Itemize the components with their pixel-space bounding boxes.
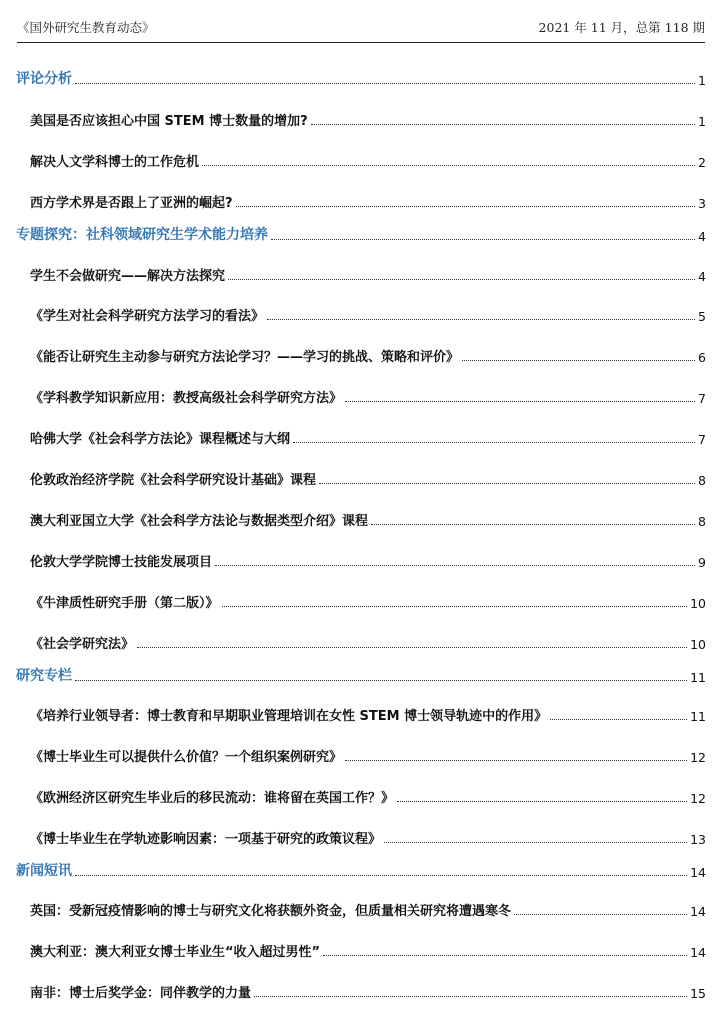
toc-title: 解决人文学科博士的工作危机 (30, 155, 200, 170)
toc-entry[interactable] (30, 468, 706, 488)
toc-title: 澳大利亚：澳大利亚女博士毕业生“收入超过男性” (30, 945, 321, 960)
toc-entry[interactable] (30, 827, 706, 847)
toc-title: 伦敦政治经济学院《社会科学研究设计基础》课程 (30, 473, 317, 488)
toc-page-number: 10 (690, 596, 706, 611)
dot-leader (137, 646, 687, 648)
toc-page-number: 1 (698, 73, 706, 88)
toc-entry[interactable] (30, 899, 706, 919)
toc-page-number: 15 (690, 986, 706, 1001)
toc-section[interactable] (16, 224, 706, 244)
toc-title: 《欧洲经济区研究生毕业后的移民流动：谁将留在英国工作？》 (30, 791, 395, 806)
toc-entry[interactable] (30, 632, 706, 652)
toc-title: 美国是否应该担心中国 STEM 博士数量的增加? (30, 114, 308, 129)
toc-page-number: 10 (690, 637, 706, 652)
dot-leader (397, 800, 687, 802)
toc-title: 《社会学研究法》 (30, 637, 135, 652)
toc-entry[interactable] (30, 304, 706, 324)
toc-entry[interactable] (30, 345, 706, 365)
toc-entry[interactable] (30, 550, 706, 570)
dot-leader (222, 605, 688, 607)
toc-entry[interactable] (30, 981, 706, 1001)
dot-leader (550, 718, 687, 720)
toc-page-number: 7 (698, 391, 706, 406)
dot-leader (75, 82, 695, 84)
toc-page-number: 9 (698, 555, 706, 570)
dot-leader (319, 482, 695, 484)
dot-leader (75, 679, 687, 681)
toc-section[interactable] (16, 68, 706, 88)
toc-title: 西方学术界是否跟上了亚洲的崛起? (30, 196, 233, 211)
toc-page-number: 8 (698, 514, 706, 529)
toc-page-number: 14 (690, 904, 706, 919)
toc-page-number: 6 (698, 350, 706, 365)
toc-entry[interactable] (30, 940, 706, 960)
toc-title: 新闻短讯 (16, 863, 72, 879)
dot-leader (345, 400, 695, 402)
toc-entry[interactable] (30, 591, 706, 611)
dot-leader (293, 441, 695, 443)
toc-title: 南非：博士后奖学金：同伴教学的力量 (30, 986, 252, 1001)
journal-title: 《国外研究生教育动态》 (17, 20, 155, 35)
toc-page-number: 14 (690, 945, 706, 960)
toc-entry[interactable] (30, 191, 706, 211)
dot-leader (371, 523, 695, 525)
dot-leader (384, 841, 687, 843)
toc-page-number: 4 (698, 269, 706, 284)
dot-leader (228, 278, 695, 280)
toc-page-number: 5 (698, 309, 706, 324)
toc-page-number: 12 (690, 750, 706, 765)
toc-title: 专题探究：社科领域研究生学术能力培养 (16, 227, 268, 243)
toc-entry[interactable] (30, 386, 706, 406)
toc-entry[interactable] (30, 704, 706, 724)
dot-leader (254, 995, 687, 997)
toc-entry[interactable] (30, 109, 706, 129)
toc-section[interactable] (16, 665, 706, 685)
issue-date: 2021 年 11 月，总第 118 期 (538, 20, 705, 35)
toc-title: 《博士毕业生在学轨迹影响因素：一项基于研究的政策议程》 (30, 832, 382, 847)
dot-leader (311, 123, 695, 125)
toc-page-number: 12 (690, 791, 706, 806)
toc-entry[interactable] (30, 786, 706, 806)
toc-page-number: 7 (698, 432, 706, 447)
dot-leader (267, 318, 695, 320)
toc-entry[interactable] (30, 427, 706, 447)
toc-title: 《牛津质性研究手册（第二版）》 (30, 596, 219, 611)
toc-page-number: 4 (698, 229, 706, 244)
toc-title: 《博士毕业生可以提供什么价值？一个组织案例研究》 (30, 750, 343, 765)
toc-page-number: 8 (698, 473, 706, 488)
dot-leader (514, 913, 687, 915)
dot-leader (271, 238, 695, 240)
toc-entry[interactable] (30, 509, 706, 529)
toc-title: 学生不会做研究——解决方法探究 (30, 269, 226, 284)
toc-title: 《学生对社会科学研究方法学习的看法》 (30, 309, 265, 324)
toc-title: 《能否让研究生主动参与研究方法论学习？——学习的挑战、策略和评价》 (30, 350, 460, 365)
toc-page-number: 13 (690, 832, 706, 847)
toc-title: 哈佛大学《社会科学方法论》课程概述与大纲 (30, 432, 291, 447)
toc-title: 研究专栏 (16, 668, 72, 684)
page-header (17, 14, 705, 43)
toc-title: 澳大利亚国立大学《社会科学方法论与数据类型介绍》课程 (30, 514, 369, 529)
dot-leader (462, 359, 695, 361)
dot-leader (202, 164, 695, 166)
toc-page-number: 11 (690, 670, 706, 685)
toc-title: 《培养行业领导者：博士教育和早期职业管理培训在女性 STEM 博士领导轨迹中的作用》 (30, 709, 548, 724)
dot-leader (323, 954, 687, 956)
dot-leader (215, 564, 695, 566)
toc-entry[interactable] (30, 745, 706, 765)
toc-entry[interactable] (30, 264, 706, 284)
toc-section[interactable] (16, 860, 706, 880)
dot-leader (345, 759, 687, 761)
toc-title: 伦敦大学学院博士技能发展项目 (30, 555, 213, 570)
toc-title: 评论分析 (16, 71, 72, 87)
toc-entry[interactable] (30, 150, 706, 170)
toc-page-number: 14 (690, 865, 706, 880)
toc-title: 《学科教学知识新应用：教授高级社会科学研究方法》 (30, 391, 343, 406)
toc-title: 英国：受新冠疫情影响的博士与研究文化将获额外资金，但质量相关研究将遭遇寒冬 (30, 904, 512, 919)
dot-leader (75, 874, 687, 876)
toc-page-number: 3 (698, 196, 706, 211)
toc-page-number: 1 (698, 114, 706, 129)
dot-leader (236, 205, 695, 207)
toc-page-number: 11 (690, 709, 706, 724)
toc-page-number: 2 (698, 155, 706, 170)
